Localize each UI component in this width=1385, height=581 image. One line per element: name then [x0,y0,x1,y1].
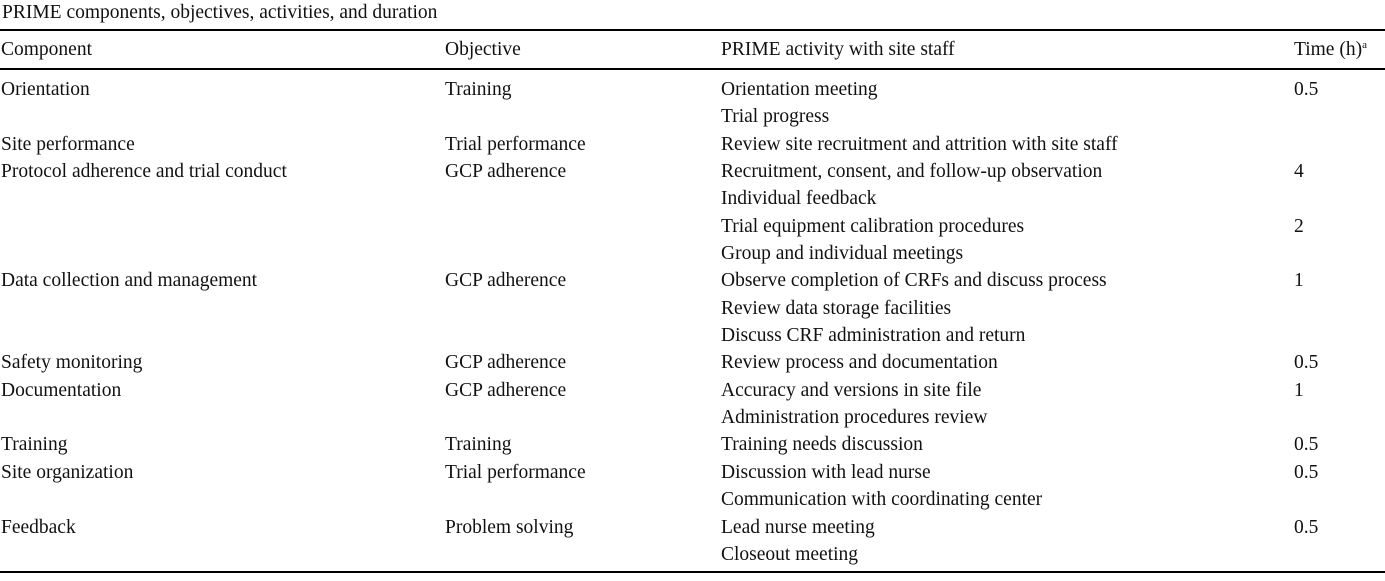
cell-time: 0.5 [1294,461,1319,483]
cell-time: 1 [1294,270,1304,292]
cell-activity: Closeout meeting [721,543,859,565]
cell-activity: Discussion with lead nurse [721,461,931,483]
table-row [0,514,1385,541]
cell-component: Data collection and management [1,270,258,292]
bottom-rule [0,571,1385,573]
cell-time: 4 [1294,161,1304,183]
cell-time: 0.5 [1294,79,1319,100]
footnote-marker: a [1362,39,1367,51]
table-row [0,185,1385,212]
cell-activity: Recruitment, consent, and follow-up observation [721,161,1103,183]
table-row [0,486,1385,513]
header-rule [0,68,1385,70]
cell-component: Protocol adherence and trial conduct [1,161,287,183]
cell-activity: Training needs discussion [721,434,923,456]
cell-component: Feedback [1,516,76,538]
table-body [0,76,1385,568]
table-row [0,431,1385,458]
cell-activity: Review site recruitment and attrition with site staff [721,133,1118,155]
top-rule [0,29,1385,31]
header-objective: Objective [445,39,521,60]
cell-activity: Review process and documentation [721,352,998,374]
cell-objective: Training [445,434,512,456]
cell-activity: Observe completion of CRFs and discuss process [721,270,1107,292]
table-row [0,295,1385,322]
cell-time: 0.5 [1294,352,1319,374]
cell-time: 0.5 [1294,516,1319,538]
table-row [0,349,1385,376]
table-row [0,459,1385,486]
cell-objective: GCP adherence [445,352,567,374]
cell-activity: Trial progress [721,106,830,128]
cell-activity: Review data storage facilities [721,297,952,319]
cell-time: 1 [1294,379,1304,401]
table-row [0,240,1385,267]
cell-component: Orientation [1,79,90,100]
cell-component: Safety monitoring [1,352,143,374]
cell-objective: GCP adherence [445,161,567,183]
cell-objective: GCP adherence [445,270,567,292]
table-row [0,377,1385,404]
cell-activity: Group and individual meetings [721,243,964,265]
header-component: Component [1,39,92,60]
cell-objective: Problem solving [445,516,574,538]
cell-objective: GCP adherence [445,379,567,401]
cell-objective: Training [445,79,512,100]
cell-activity: Discuss CRF administration and return [721,325,1026,347]
cell-activity: Trial equipment calibration procedures [721,215,1025,237]
cell-component: Training [1,434,68,456]
table-row [0,213,1385,240]
cell-objective: Trial performance [445,461,586,483]
table-row [0,158,1385,185]
cell-activity: Individual feedback [721,188,877,210]
cell-activity: Lead nurse meeting [721,516,875,538]
cell-component: Documentation [1,379,122,401]
table-row [0,131,1385,158]
table-row [0,322,1385,349]
cell-time: 0.5 [1294,434,1319,456]
table-row [0,404,1385,431]
cell-activity: Communication with coordinating center [721,489,1043,511]
cell-objective: Trial performance [445,133,586,155]
cell-activity: Administration procedures review [721,407,988,429]
cell-activity: Orientation meeting [721,79,878,100]
cell-activity: Accuracy and versions in site file [721,379,982,401]
header-time [1294,38,1367,62]
table-row [0,267,1385,294]
cell-time: 2 [1294,215,1304,237]
cell-component: Site organization [1,461,134,483]
header-time-label: Time (h) [1294,39,1363,60]
table-caption: PRIME components, objectives, activities, and duration [2,2,438,23]
header-activity: PRIME activity with site staff [721,39,955,60]
table-row [0,76,1385,103]
table-row [0,103,1385,130]
table-row [0,541,1385,568]
cell-component: Site performance [1,133,135,155]
